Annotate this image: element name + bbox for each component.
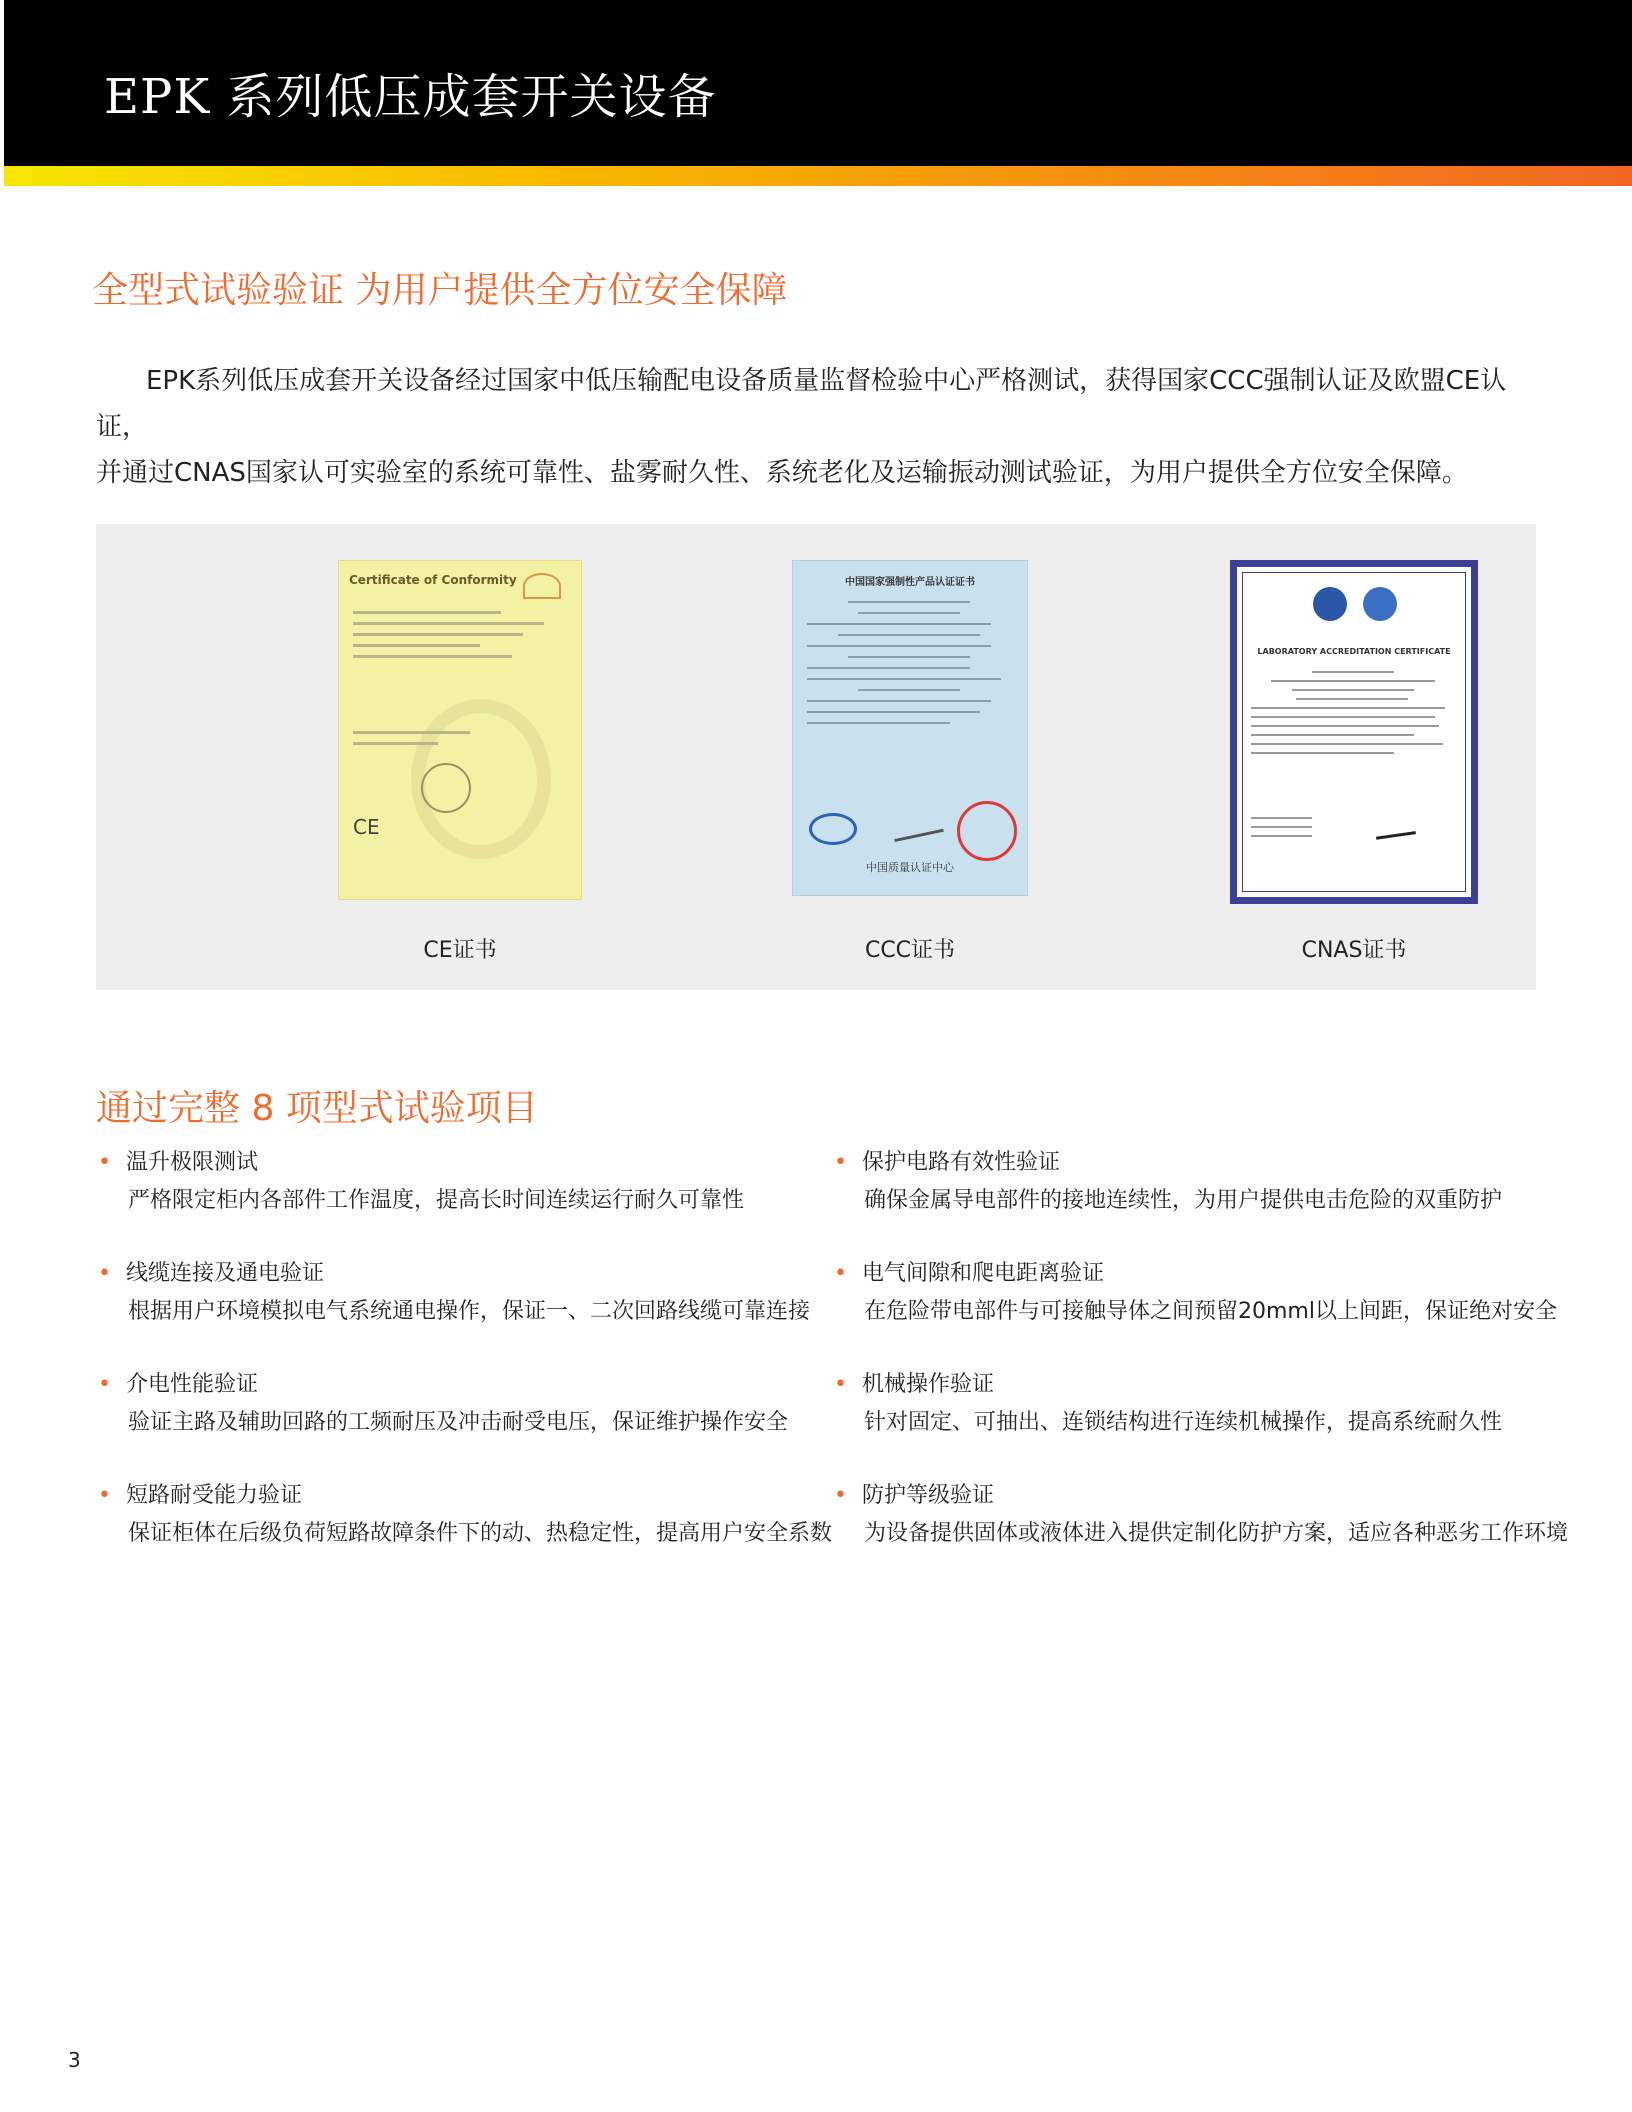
ccc-certificate-heading: 中国国家强制性产品认证证书 [845,577,975,588]
test-item-desc: 验证主路及辅助回路的工频耐压及冲击耐受电压，保证维护操作安全 [128,1410,789,1435]
test-item-desc: 为设备提供固体或液体进入提供定制化防护方案，适应各种恶劣工作环境 [864,1521,1569,1546]
ce-logo-icon [523,573,561,599]
bullet-icon: • [834,1261,847,1286]
cnas-logo-icon [1363,587,1397,621]
bullet-icon: • [834,1150,847,1175]
bullet-icon: • [834,1483,847,1508]
certificate-label-ccc: CCC证书 [864,938,956,963]
test-item-desc: 保证柜体在后级负荷短路故障条件下的动、热稳定性，提高用户安全系数 [128,1521,833,1546]
certificate-label-cnas: CNAS证书 [1301,938,1407,963]
ccc-text-lines [807,601,1011,733]
bullet-icon: • [98,1150,111,1175]
ce-seal-icon [421,763,471,813]
cnas-date-lines [1251,817,1455,844]
certificate-ccc [760,560,1060,963]
cnas-text-lines [1251,671,1455,761]
certificate-cnas [1204,560,1504,963]
test-item-desc: 在危险带电部件与可接触导体之间预留20mml以上间距，保证绝对安全 [864,1299,1557,1324]
test-item-desc: 根据用户环境模拟电气系统通电操作，保证一、二次回路线缆可靠连接 [128,1299,811,1324]
bullet-icon: • [834,1372,847,1397]
test-item-title: 机械操作验证 [862,1372,995,1397]
bullet-icon: • [98,1261,111,1286]
ccc-signature-icon [892,819,944,842]
ccc-certificate-image [792,560,1028,896]
test-item-title: 短路耐受能力验证 [126,1483,303,1508]
certificate-ce [310,560,610,963]
section-title-test-items: 通过完整 8 项型式试验项目 [96,1088,538,1129]
test-item-title: 介电性能验证 [126,1372,259,1397]
test-item-title: 电气间隙和爬电距离验证 [862,1261,1105,1286]
cnas-certificate-heading: LABORATORY ACCREDITATION CERTIFICATE [1257,647,1451,656]
header-gradient-stripe [4,166,1632,186]
section-title-type-test: 全型式试验验证 为用户提供全方位安全保障 [92,270,788,311]
page-number: 3 [68,2048,81,2072]
intro-paragraph [96,358,1536,496]
test-item-title: 防护等级验证 [862,1483,995,1508]
bullet-icon: • [98,1372,111,1397]
test-item-desc: 针对固定、可抽出、连锁结构进行连续机械操作，提高系统耐久性 [864,1410,1503,1435]
ce-certificate-image [338,560,582,900]
intro-line-1: EPK系列低压成套开关设备经过国家中低压输配电设备质量监督检验中心严格测试，获得国家CCC强制认证及欧盟CE认证， [96,366,1507,442]
test-item-title: 线缆连接及通电验证 [126,1261,325,1286]
header-bar-black [4,0,1632,166]
ce-text-lines [353,611,565,666]
ccc-red-stamp-icon [957,801,1017,861]
ce-certificate-heading: Certificate of Conformity [349,573,517,587]
test-item-desc: 确保金属导电部件的接地连续性，为用户提供电击危险的双重防护 [864,1188,1503,1213]
cnas-certificate-image [1230,560,1478,904]
ccc-certificate-footer: 中国质量认证中心 [866,861,954,874]
bullet-icon: • [98,1483,111,1508]
document-title: EPK 系列低压成套开关设备 [104,69,717,125]
test-item-title: 保护电路有效性验证 [862,1150,1061,1175]
ce-text-lines-lower [353,731,565,753]
cqc-logo-icon [809,813,857,845]
intro-line-2: 并通过CNAS国家认可实验室的系统可靠性、盐雾耐久性、系统老化及运输振动测试验证，为用户提供全方位安全保障。 [96,458,1468,488]
test-item-title: 温升极限测试 [126,1150,259,1175]
certificate-panel [96,524,1536,990]
ilac-mra-logo-icon [1313,587,1347,621]
test-item-desc: 严格限定柜内各部件工作温度，提高长时间连续运行耐久可靠性 [128,1188,745,1213]
certificate-label-ce: CE证书 [423,938,497,963]
ce-mark-icon: CE [353,815,380,839]
